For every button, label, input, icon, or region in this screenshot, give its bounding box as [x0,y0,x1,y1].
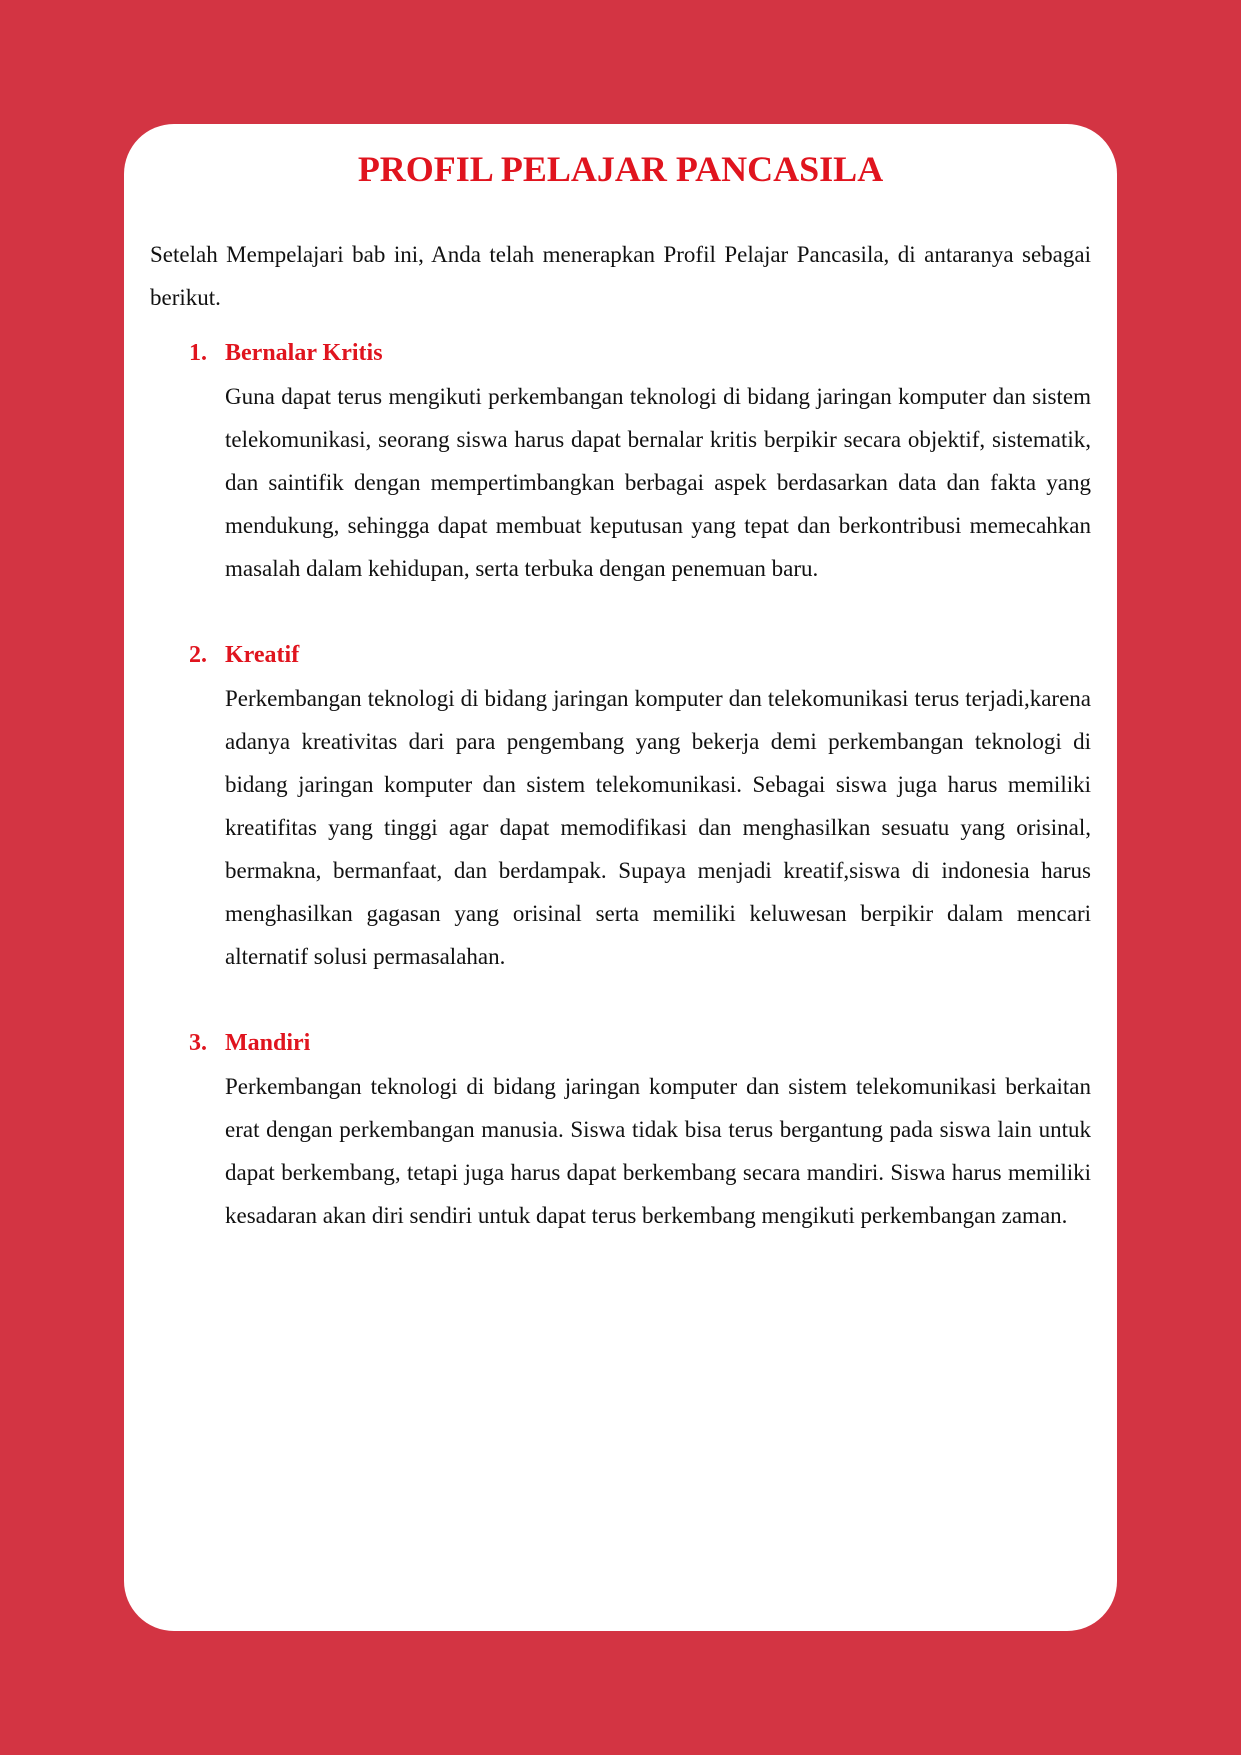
section-number: 1. [189,339,207,366]
section-number: 2. [189,641,207,668]
section-title: Bernalar Kritis [225,339,383,366]
section-heading [150,634,1091,677]
page-title: PROFIL PELAJAR PANCASILA [357,149,884,189]
section-body: Perkembangan teknologi di bidang jaringan komputer dan sistem telekomunikasi berkaitan erat dengan perkembangan manusia. Siswa tidak bisa terus bergantung pada siswa lain untuk dapat berkembang, tetapi juga harus dapat berkembang secara mandiri. Siswa harus memiliki kesadaran akan diri sendiri untuk dapat terus berkembang mengikuti perkembangan zaman. [225,1073,1091,1228]
section-title: Mandiri [225,1029,311,1056]
intro-paragraph: Setelah Mempelajari bab ini, Anda telah menerapkan Profil Pelajar Pancasila, di antaranya sebagai berikut. [150,241,1091,310]
section-heading [150,1022,1091,1065]
content-card [124,124,1117,1631]
section-heading [150,332,1091,375]
section-kreatif [150,634,1091,978]
section-body: Guna dapat terus mengikuti perkembangan teknologi di bidang jaringan komputer dan sistem telekomunikasi, seorang siswa harus dapat bernalar kritis berpikir secara objektif, sistematik, dan saintifik dengan mempertimbangkan berbagai aspek berdasarkan data dan fakta yang mendukung, sehingga dapat membuat keputusan yang tepat dan berkontribusi memecahkan masalah dalam kehidupan, serta terbuka dengan penemuan baru. [225,383,1091,581]
section-number: 3. [189,1029,207,1056]
section-title: Kreatif [225,641,300,668]
section-bernalar-kritis [150,332,1091,590]
section-body: Perkembangan teknologi di bidang jaringan komputer dan telekomunikasi terus terjadi,karena adanya kreativitas dari para pengembang yang bekerja demi perkembangan teknologi di bidang jaringan komputer dan sistem telekomunikasi. Sebagai siswa juga harus memiliki kreatifitas yang tinggi agar dapat memodifikasi dan menghasilkan sesuatu yang orisinal, bermakna, bermanfaat, dan berdampak. Supaya menjadi kreatif,siswa di indonesia harus menghasilkan gagasan yang orisinal serta memiliki keluwesan berpikir dalam mencari alternatif solusi permasalahan. [225,685,1091,969]
section-mandiri [150,1022,1091,1237]
